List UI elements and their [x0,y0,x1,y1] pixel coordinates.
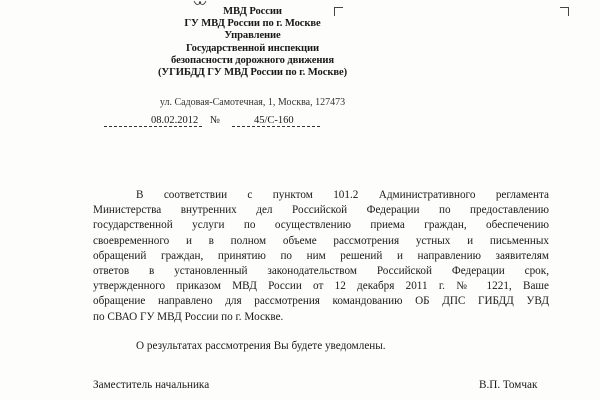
result-notice: О результатах рассмотрения Вы будете уведомлены. [136,340,386,352]
registration-line [104,115,320,129]
body-line-9: по СВАО ГУ МВД России по г. Москве. [93,310,284,323]
registration-number: 45/С-160 [254,115,294,126]
letterhead [105,6,400,79]
signatory-position: Заместитель начальника [93,379,210,391]
letterhead-line-abbreviation: (УГИБДД ГУ МВД России по г. Москве) [157,67,347,79]
letterhead-line-directorate: Управление [224,30,281,42]
number-sign: № [210,115,221,126]
body-line-4: своевременного и в полном объеме рассмотрения устных и письменных [93,234,549,247]
letterhead-line-main-directorate: ГУ МВД России по г. Москве [184,18,321,30]
letterhead-line-ministry: МВД России [223,6,282,17]
letterhead-line-inspection: Государственной инспекции [185,42,320,54]
letter-body [93,188,549,325]
body-line-5: обращений граждан, принятию по ним решений и направлению заявителям [93,249,549,262]
body-line-7: утвержденного приказом МВД России от 12 декабря 2011 г. № 1221, Ваше [93,280,549,293]
body-line-2: Министерства внутренних дел Российской Федерации по предоставлению [93,204,549,217]
signatory-name: В.П. Томчак [479,379,538,391]
body-line-1: В соответствии с пунктом 101.2 Административного регламента [136,189,549,201]
body-line-3: государственной услуги по осуществлению приема граждан, обеспечению [93,219,549,232]
corner-mark-right [560,7,569,16]
body-line-8: обращение направлено для рассмотрения командованию ОБ ДПС ГИБДД УВД [93,295,549,308]
letterhead-line-road-safety: безопасности дорожного движения [171,54,334,66]
body-line-6: ответов в установленный законодательством Российской Федерации срок, [93,265,549,278]
letterhead-address: ул. Садовая-Самотечная, 1, Москва, 127473 [159,97,346,108]
registration-date: 08.02.2012 [151,115,199,126]
